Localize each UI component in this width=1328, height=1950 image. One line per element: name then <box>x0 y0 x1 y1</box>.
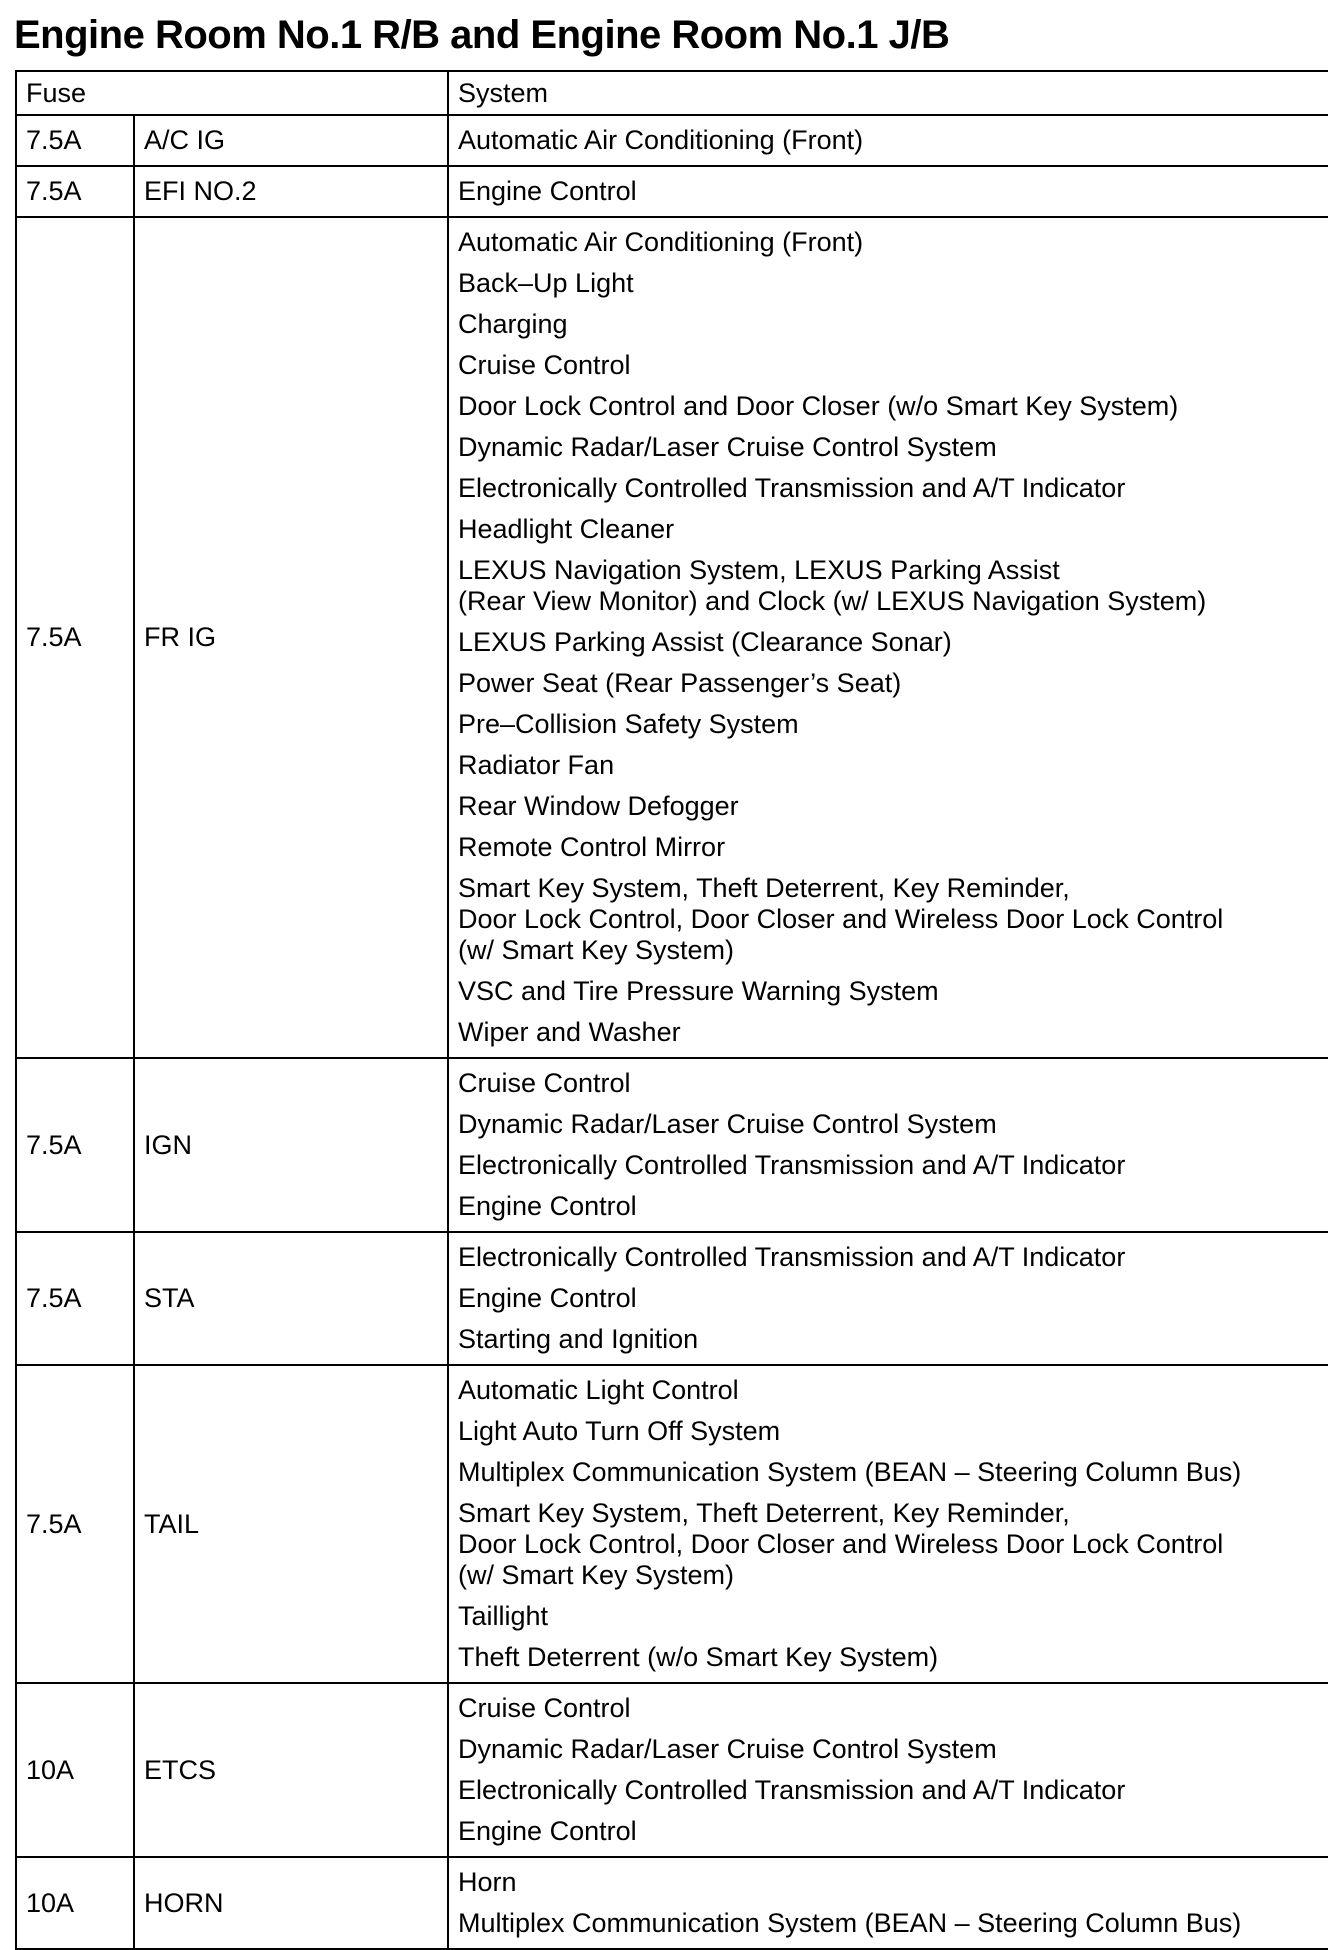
table-row <box>16 115 1328 166</box>
system-list <box>449 218 1328 1057</box>
system-item: Remote Control Mirror <box>458 832 726 862</box>
system-item: Power Seat (Rear Passenger’s Seat) <box>458 668 902 698</box>
system-list <box>449 116 1328 165</box>
system-item: Electronically Controlled Transmission and A/T Indicator <box>458 1150 1126 1180</box>
system-item: Cruise Control <box>458 350 631 380</box>
fuse-name: ETCS <box>134 1683 448 1857</box>
system-item: Radiator Fan <box>458 750 615 780</box>
system-cell <box>448 1857 1328 1949</box>
table-row <box>16 1058 1328 1232</box>
system-item: LEXUS Parking Assist (Clearance Sonar) <box>458 627 952 657</box>
table-row <box>16 166 1328 217</box>
system-cell <box>448 1365 1328 1683</box>
system-cell <box>448 166 1328 217</box>
system-item: Rear Window Defogger <box>458 791 739 821</box>
system-item: Horn <box>458 1867 517 1897</box>
fuse-amperage: 7.5A <box>16 1058 134 1232</box>
system-list <box>449 1233 1328 1364</box>
system-item: Automatic Air Conditioning (Front) <box>458 227 864 257</box>
system-item: Smart Key System, Theft Deterrent, Key Reminder, Door Lock Control, Door Closer and Wireless Door Lock Control (w/ Smart Key System) <box>458 873 1224 965</box>
system-item: Engine Control <box>458 176 637 206</box>
fuse-amperage: 10A <box>16 1857 134 1949</box>
system-list <box>449 1366 1328 1682</box>
system-item: Engine Control <box>458 1816 637 1846</box>
system-cell <box>448 1058 1328 1232</box>
system-item: Dynamic Radar/Laser Cruise Control System <box>458 432 997 462</box>
fuse-name: A/C IG <box>134 115 448 166</box>
system-cell <box>448 217 1328 1058</box>
fuse-amperage: 7.5A <box>16 166 134 217</box>
system-item: LEXUS Navigation System, LEXUS Parking Assist (Rear View Monitor) and Clock (w/ LEXUS Navigation System) <box>458 555 1207 616</box>
fuse-name: EFI NO.2 <box>134 166 448 217</box>
fuse-amperage: 7.5A <box>16 1232 134 1365</box>
system-item: Multiplex Communication System (BEAN – Steering Column Bus) <box>458 1908 1242 1938</box>
system-item: Door Lock Control and Door Closer (w/o Smart Key System) <box>458 391 1179 421</box>
system-list <box>449 1858 1328 1948</box>
system-item: Electronically Controlled Transmission and A/T Indicator <box>458 1242 1126 1272</box>
system-item: Cruise Control <box>458 1068 631 1098</box>
system-item: Headlight Cleaner <box>458 514 675 544</box>
system-item: Cruise Control <box>458 1693 631 1723</box>
system-item: Engine Control <box>458 1191 637 1221</box>
system-item: Electronically Controlled Transmission and A/T Indicator <box>458 473 1126 503</box>
system-cell <box>448 115 1328 166</box>
system-item: Light Auto Turn Off System <box>458 1416 781 1446</box>
system-item: Automatic Air Conditioning (Front) <box>458 125 864 155</box>
system-item: VSC and Tire Pressure Warning System <box>458 976 939 1006</box>
system-item: Dynamic Radar/Laser Cruise Control System <box>458 1734 997 1764</box>
system-item: Taillight <box>458 1601 549 1631</box>
system-cell <box>448 1232 1328 1365</box>
system-item: Wiper and Washer <box>458 1017 681 1047</box>
system-item: Automatic Light Control <box>458 1375 739 1405</box>
fuse-amperage: 7.5A <box>16 1365 134 1683</box>
fuse-name: TAIL <box>134 1365 448 1683</box>
table-row <box>16 1232 1328 1365</box>
fuse-name: STA <box>134 1232 448 1365</box>
table-header-row <box>16 71 1328 115</box>
system-item: Multiplex Communication System (BEAN – Steering Column Bus) <box>458 1457 1242 1487</box>
fuse-amperage: 7.5A <box>16 217 134 1058</box>
system-item: Dynamic Radar/Laser Cruise Control System <box>458 1109 997 1139</box>
system-item: Engine Control <box>458 1283 637 1313</box>
system-item: Electronically Controlled Transmission and A/T Indicator <box>458 1775 1126 1805</box>
fuse-amperage: 7.5A <box>16 115 134 166</box>
table-row <box>16 1365 1328 1683</box>
page-title: Engine Room No.1 R/B and Engine Room No.1 J/B <box>14 13 950 57</box>
fuse-amperage: 10A <box>16 1683 134 1857</box>
system-item: Theft Deterrent (w/o Smart Key System) <box>458 1642 939 1672</box>
system-item: Charging <box>458 309 568 339</box>
system-list <box>449 1059 1328 1231</box>
fuse-name: IGN <box>134 1058 448 1232</box>
fuse-column-header: Fuse <box>16 71 448 115</box>
table-row <box>16 217 1328 1058</box>
system-item: Pre–Collision Safety System <box>458 709 799 739</box>
table-row <box>16 1683 1328 1857</box>
system-item: Back–Up Light <box>458 268 634 298</box>
fuse-name: HORN <box>134 1857 448 1949</box>
system-item: Starting and Ignition <box>458 1324 699 1354</box>
table-row <box>16 1857 1328 1949</box>
fuse-table <box>15 70 1328 1950</box>
fuse-name: FR IG <box>134 217 448 1058</box>
system-list <box>449 1684 1328 1856</box>
system-column-header: System <box>448 71 1328 115</box>
fuse-table-body <box>16 115 1328 1949</box>
system-list <box>449 167 1328 216</box>
system-item: Smart Key System, Theft Deterrent, Key Reminder, Door Lock Control, Door Closer and Wireless Door Lock Control (w/ Smart Key System) <box>458 1498 1224 1590</box>
system-cell <box>448 1683 1328 1857</box>
